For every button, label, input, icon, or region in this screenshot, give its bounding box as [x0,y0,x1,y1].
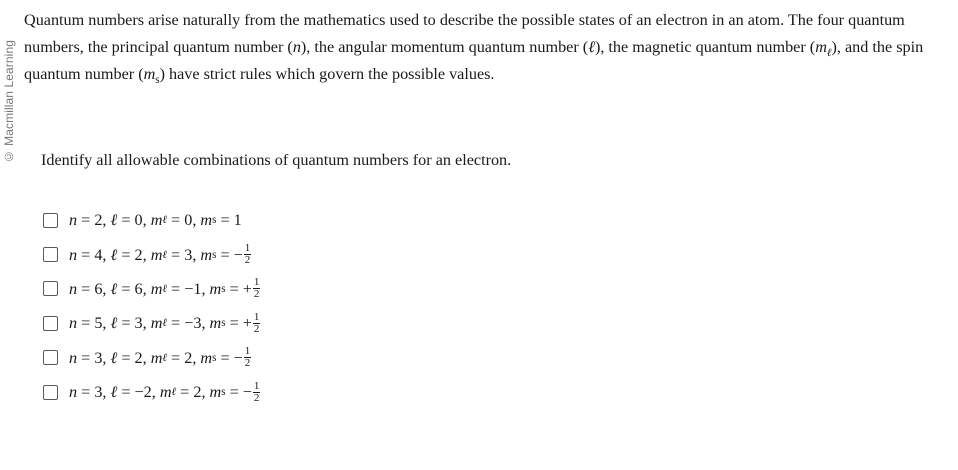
answer-options-list [43,203,260,409]
value-ml: −1 [184,279,202,298]
symbol-n: n [292,38,301,56]
symbol-ml: m [150,314,163,333]
symbol-ml: m [150,279,163,298]
option-label: n = 4 , ℓ = 2 , m ℓ = 3 , m s = − $\frac{1}{2}$ [69,242,251,267]
fraction-numerator: 1 [244,242,251,255]
option-label: n = 6 , ℓ = 6 , m ℓ = −1 , m s = + $\frac{1}{2}$ [69,276,260,301]
option-label: n = 2 , ℓ = 0 , m ℓ = 0 , m s = 1 [69,211,242,230]
value-n: 3 [94,348,103,367]
value-l: 2 [134,348,143,367]
fraction-numerator: 1 [253,276,260,289]
symbol-ms: m [143,65,156,83]
fraction [253,312,261,335]
symbol-ms: m [209,314,222,333]
copyright-credit [2,18,16,163]
value-ms-sign: − [233,245,243,264]
subscript-l: ℓ [162,248,167,261]
symbol-ml: m [150,211,163,230]
value-n: 3 [94,383,103,402]
intro-paragraph [24,7,949,88]
value-l: 0 [134,211,143,230]
fraction-numerator: 1 [244,345,251,358]
intro-text-part: ), the magnetic quantum number ( [594,38,816,56]
symbol-n: n [69,348,78,367]
intro-text-part: ), and the spin quantum number ( [24,38,924,83]
checkbox[interactable] [43,316,58,331]
symbol-l: ℓ [110,211,118,230]
subscript-s: s [221,317,226,330]
answer-option[interactable] [43,306,260,340]
value-l: −2 [134,383,152,402]
symbol-ml: m [150,245,163,264]
symbol-n: n [69,383,78,402]
symbol-l: ℓ [110,348,118,367]
fraction [244,346,252,369]
symbol-ms-subscript: s [155,73,160,86]
checkbox[interactable] [43,281,58,296]
subscript-l: ℓ [162,282,167,295]
symbol-l: ℓ [110,314,118,333]
value-ms-sign: − [242,383,252,402]
symbol-ml: m [150,348,163,367]
value-ml: 0 [184,211,193,230]
value-ml: −3 [184,314,202,333]
subscript-l: ℓ [162,351,167,364]
checkbox[interactable] [43,350,58,365]
checkbox[interactable] [43,247,58,262]
symbol-n: n [69,314,78,333]
subscript-s: s [212,214,217,227]
value-ml: 2 [193,383,202,402]
symbol-n: n [69,279,78,298]
symbol-l: ℓ [110,383,118,402]
symbol-ms: m [209,279,222,298]
fraction-numerator: 1 [253,310,260,323]
intro-text [24,7,949,88]
fraction-denominator: 2 [244,357,251,370]
value-ml: 2 [184,348,193,367]
value-l: 3 [134,314,143,333]
symbol-l: ℓ [110,279,118,298]
subscript-l: ℓ [162,214,167,227]
value-n: 4 [94,245,103,264]
value-l: 6 [134,279,143,298]
fraction-denominator: 2 [253,322,260,335]
symbol-n: n [69,211,78,230]
value-n: 6 [94,279,103,298]
answer-option[interactable] [43,203,260,237]
symbol-ml-subscript: ℓ [826,46,832,59]
subscript-l: ℓ [162,317,167,330]
symbol-l: ℓ [588,38,595,56]
answer-option[interactable] [43,237,260,271]
subscript-s: s [212,248,217,261]
value-ms-sign: 1 [233,211,242,230]
subscript-l: ℓ [171,386,177,399]
answer-option[interactable] [43,341,260,375]
symbol-l: ℓ [110,245,118,264]
fraction [253,381,261,404]
answer-option[interactable] [43,375,260,409]
value-ms-sign: + [242,314,252,333]
value-n: 5 [94,314,103,333]
symbol-ms: m [200,211,213,230]
fraction-denominator: 2 [253,391,260,404]
fraction [253,277,261,300]
intro-text-part: ), the angular momentum quantum number ( [300,38,589,56]
value-ms-sign: − [233,348,243,367]
symbol-ms: m [209,383,222,402]
option-label: n = 3 , ℓ = −2 , m ℓ = 2 , m s = − $\frac{1}{2}$ [69,379,260,404]
credit-text: © Macmillan Learning [2,39,16,163]
symbol-n: n [69,245,78,264]
symbol-ms: m [200,245,213,264]
question-prompt: Identify all allowable combinations of quantum numbers for an electron. [41,151,512,169]
subscript-s: s [221,282,226,295]
symbol-ml: m [815,38,827,56]
value-n: 2 [94,211,103,230]
value-ms-sign: + [242,279,252,298]
intro-text-part: ) have strict rules which govern the possible values. [159,65,495,83]
option-label: n = 5 , ℓ = 3 , m ℓ = −3 , m s = + $\frac{1}{2}$ [69,310,260,335]
fraction [244,243,252,266]
fraction-denominator: 2 [253,288,260,301]
value-l: 2 [134,245,143,264]
answer-option[interactable] [43,272,260,306]
intro-text-part: Quantum numbers arise naturally from the mathematics used to describe the possible states of an electron in an atom. The four quantum numbers, the principal quantum number ( [24,11,905,56]
fraction-denominator: 2 [244,254,251,267]
checkbox[interactable] [43,213,58,228]
fraction-numerator: 1 [253,379,260,392]
subscript-s: s [212,351,217,364]
symbol-ml: m [159,383,172,402]
option-label: n = 3 , ℓ = 2 , m ℓ = 2 , m s = − $\frac{1}{2}$ [69,345,251,370]
symbol-ms: m [200,348,213,367]
subscript-s: s [221,386,226,399]
checkbox[interactable] [43,385,58,400]
value-ml: 3 [184,245,193,264]
